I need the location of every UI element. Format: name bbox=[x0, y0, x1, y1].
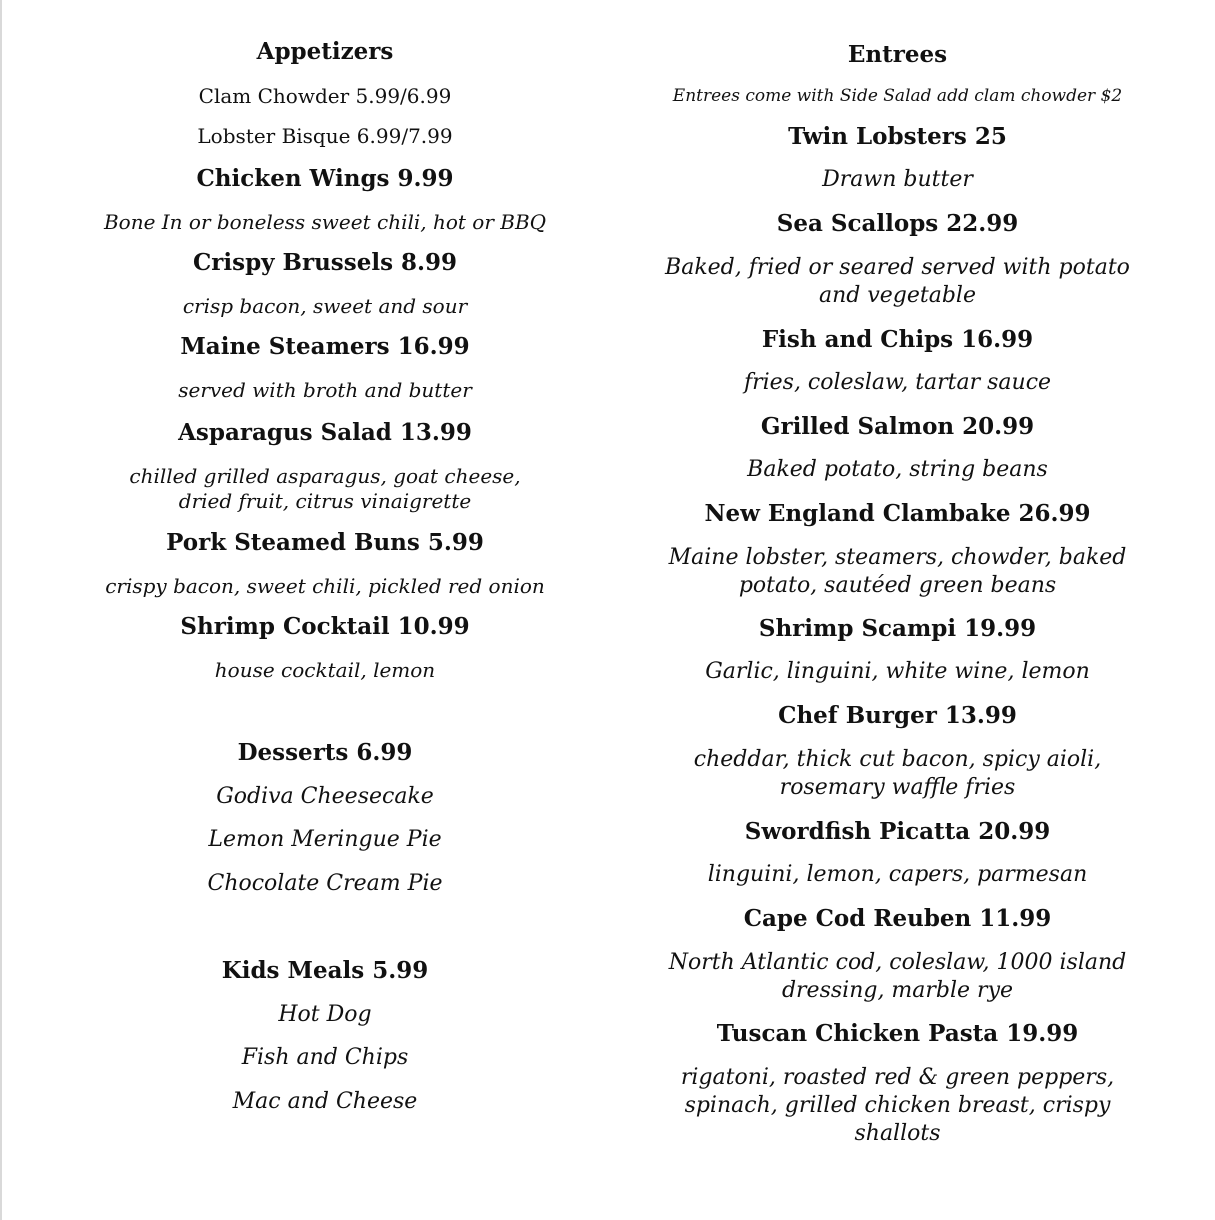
menu-item-name: Swordfish Picatta 20.99 bbox=[744, 818, 1051, 845]
menu-item-name: Fish and Chips 16.99 bbox=[761, 326, 1034, 353]
menu-item-description: linguini, lemon, capers, parmesan bbox=[707, 862, 1088, 887]
menu-item-description: Baked potato, string beans bbox=[747, 457, 1048, 482]
menu-item-name: Grilled Salmon 20.99 bbox=[760, 413, 1035, 440]
menu-item-name: Chicken Wings 9.99 bbox=[196, 165, 454, 192]
kids-meal-item: Mac and Cheese bbox=[232, 1089, 418, 1114]
menu-item-name: Tuscan Chicken Pasta 19.99 bbox=[716, 1020, 1079, 1047]
menu-item-description: house cocktail, lemon bbox=[214, 658, 436, 682]
menu-item-description: fries, coleslaw, tartar sauce bbox=[743, 370, 1052, 395]
menu-item-name: New England Clambake 26.99 bbox=[704, 500, 1091, 527]
menu-item-description: Bone In or boneless sweet chili, hot or BBQ bbox=[103, 210, 547, 234]
menu-item-description: Maine lobster, steamers, chowder, baked potato, sautéed green beans bbox=[668, 545, 1127, 599]
menu-item-name: Asparagus Salad 13.99 bbox=[178, 419, 472, 446]
menu-item-description: cheddar, thick cut bacon, spicy aioli, rosemary waffle fries bbox=[693, 747, 1102, 801]
page-left-edge bbox=[0, 0, 2, 1220]
menu-item-name: Shrimp Scampi 19.99 bbox=[758, 615, 1037, 642]
entrees-heading: Entrees bbox=[847, 41, 948, 68]
menu-item-lobster-bisque: Lobster Bisque 6.99/7.99 bbox=[197, 124, 453, 148]
menu-item-name: Maine Steamers 16.99 bbox=[180, 333, 470, 360]
menu-item-name: Sea Scallops 22.99 bbox=[776, 210, 1019, 237]
menu-item-description: served with broth and butter bbox=[178, 378, 472, 402]
dessert-item: Godiva Cheesecake bbox=[216, 784, 434, 809]
menu-item-description: North Atlantic cod, coleslaw, 1000 island dressing, marble rye bbox=[668, 950, 1127, 1004]
desserts-heading: Desserts 6.99 bbox=[237, 739, 413, 766]
kids-meal-item: Fish and Chips bbox=[241, 1045, 409, 1070]
menu-item-description: crisp bacon, sweet and sour bbox=[182, 294, 468, 318]
menu-item-description: Drawn butter bbox=[822, 167, 973, 192]
menu-item-name: Shrimp Cocktail 10.99 bbox=[180, 613, 470, 640]
menu-item-name: Crispy Brussels 8.99 bbox=[192, 249, 458, 276]
menu-item-clam-chowder: Clam Chowder 5.99/6.99 bbox=[198, 84, 452, 108]
menu-item-description: crispy bacon, sweet chili, pickled red onion bbox=[105, 574, 545, 598]
menu-item-description: Baked, fried or seared served with potato and vegetable bbox=[665, 255, 1130, 309]
menu-item-description: chilled grilled asparagus, goat cheese, dried fruit, citrus vinaigrette bbox=[129, 464, 521, 513]
dessert-item: Chocolate Cream Pie bbox=[207, 871, 443, 896]
menu-item-name: Pork Steamed Buns 5.99 bbox=[166, 529, 484, 556]
menu-item-description: Garlic, linguini, white wine, lemon bbox=[705, 659, 1090, 684]
menu-item-name: Chef Burger 13.99 bbox=[778, 702, 1017, 729]
kids-meal-item: Hot Dog bbox=[278, 1002, 372, 1027]
menu-item-description: rigatoni, roasted red & green peppers, spinach, grilled chicken breast, crispy shallots bbox=[680, 1065, 1115, 1147]
dessert-item: Lemon Meringue Pie bbox=[208, 827, 442, 852]
menu-item-name: Twin Lobsters 25 bbox=[788, 123, 1007, 150]
kids-meals-heading: Kids Meals 5.99 bbox=[221, 957, 429, 984]
entrees-note: Entrees come with Side Salad add clam chowder $2 bbox=[672, 86, 1123, 106]
menu-item-name: Cape Cod Reuben 11.99 bbox=[743, 905, 1052, 932]
appetizers-heading: Appetizers bbox=[256, 38, 394, 65]
